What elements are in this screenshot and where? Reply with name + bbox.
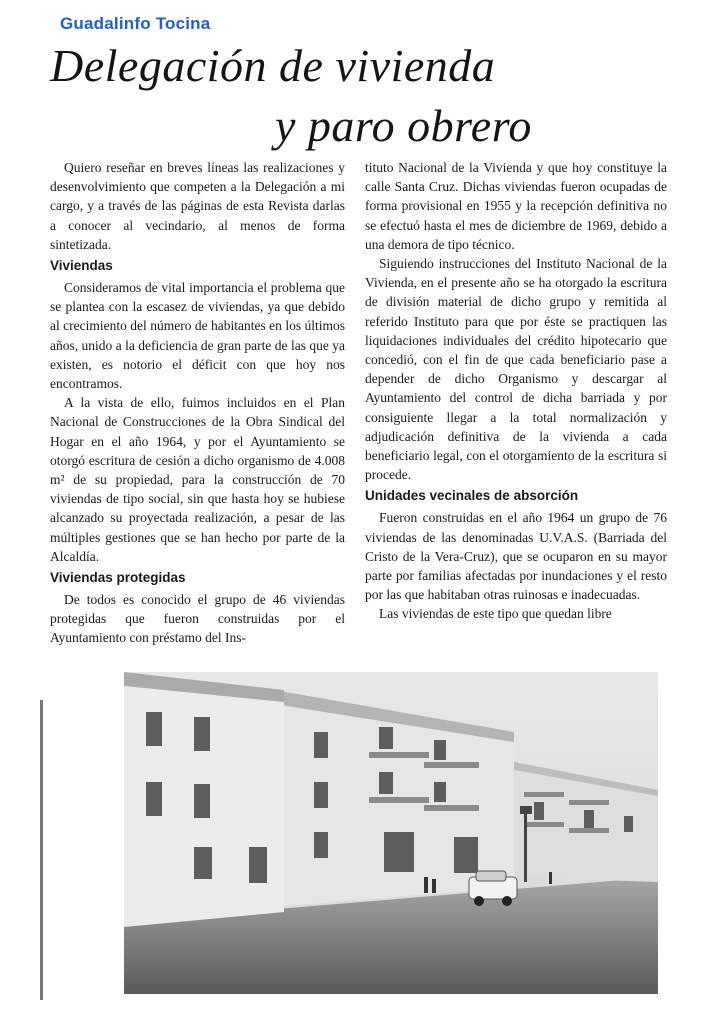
paragraph: De todos es conocido el grupo de 46 viviendas protegidas que fueron construidas por el Ayuntamiento con préstamo del Ins- [50, 592, 345, 646]
paragraph: Consideramos de vital importancia el problema que se plantea con la escasez de viviendas, ya que debido al crecimiento del número de habitantes en los últimos años, unido a la deficiencia de gran parte de las que ya existen, es notorio el déficit con que hoy nos encontramos. [50, 280, 345, 392]
section-heading: Viviendas [50, 258, 113, 274]
watermark: Guadalinfo Tocina [60, 14, 211, 33]
section-heading: Viviendas protegidas [50, 570, 186, 586]
article-title [50, 36, 610, 156]
paragraph: Quiero reseñar en breves líneas las realizaciones y desenvolvimiento que competen a la Delegación a mi cargo, y a través de las páginas de esta Revista darlas a conocer al vecindario, al menos de forma sintetizada. [50, 160, 345, 252]
page-edge-shadow [40, 700, 43, 1000]
paragraph: Siguiendo instrucciones del Instituto Nacional de la Vivienda, en el presente año se ha otorgado la escritura de división material de dicho grupo y remitida al referido Instituto para que por éste se practiquen las liquidaciones individuales del crédito hipotecario que concedió, con el fin de que cada beneficiario pase a depender de dicho Organismo y descargar al Ayuntamiento del control de dicha barriada y por consiguiente llegar a la total normalización y adjudicación definitiva de la vivienda a cada beneficiario legal, con el otorgamiento de la escritura si procede. [365, 256, 667, 483]
paragraph: tituto Nacional de la Vivienda y que hoy constituye la calle Santa Cruz. Dichas viviendas fueron ocupadas de forma provisional en 1955 y la recepción definitiva no se efectuó hasta el mes de diciembre de 1969, debido a una demora de tipo técnico. [365, 160, 667, 252]
left-column [50, 158, 345, 648]
title-line-1: Delegación de vivienda [50, 40, 496, 91]
photo-illustration [124, 672, 658, 994]
title-line-2: y paro obrero [275, 100, 532, 151]
paragraph: A la vista de ello, fuimos incluidos en el Plan Nacional de Construcciones de la Obra Sindical del Hogar en el año 1964, y por el Ayuntamiento se otorgó escritura de cesión a dicho organismo de 4.008 m² de su propiedad, para la construcción de 70 viviendas de tipo social, sin que hasta hoy se hubiese alcanzado su proyectada realización, a pesar de las múltiples gestiones que se han hecho por parte de la Alcaldía. [50, 395, 345, 564]
section-heading: Unidades vecinales de absorción [365, 488, 579, 504]
street-photograph [124, 672, 658, 994]
paragraph: Las viviendas de este tipo que quedan libre [379, 606, 612, 622]
right-column [365, 158, 667, 624]
paragraph: Fueron construidas en el año 1964 un grupo de 76 viviendas de las denominadas U.V.A.S. (Barriada del Cristo de la Vera-Cruz), que se ocuparon en su mayor parte por familias afectadas por inundaciones y el resto por las que habitaban otras ruinosas e inadecuadas. [365, 510, 667, 603]
